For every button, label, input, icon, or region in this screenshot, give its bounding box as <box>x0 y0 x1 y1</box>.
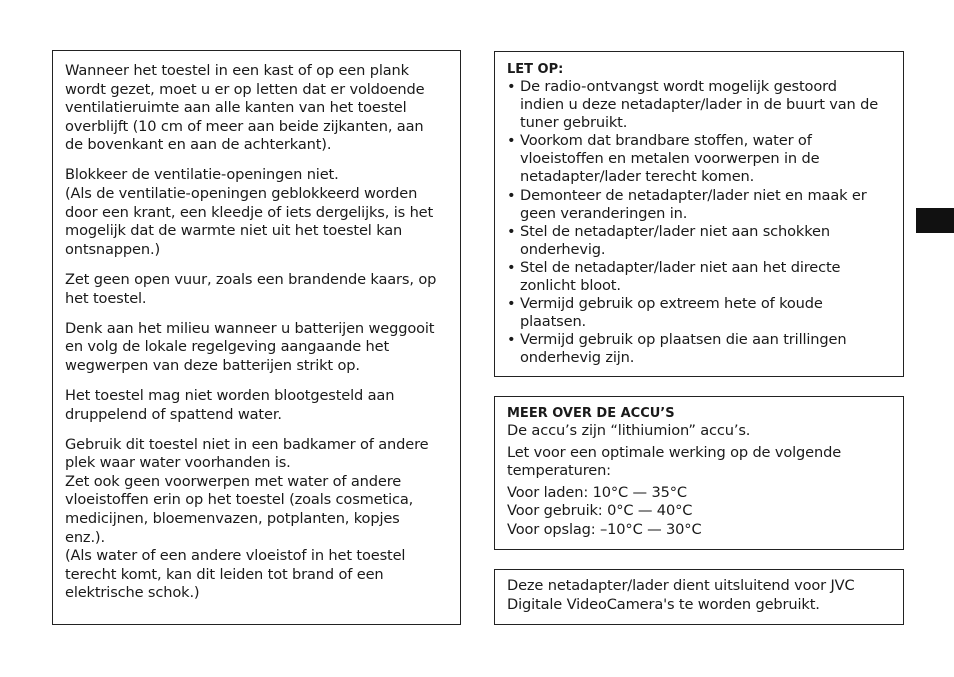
caution-list <box>507 78 891 368</box>
caution-list-item <box>507 331 891 367</box>
battery-intro: De accu’s zijn “lithiumion” accu’s. <box>507 422 751 439</box>
caution-item-line: Voorkom dat brandbare stoffen, water of <box>520 132 812 150</box>
battery-info-box <box>494 396 904 550</box>
temperature-intro-line-1: Let voor een optimale werking op de volgende <box>507 443 842 461</box>
caution-heading: LET OP: <box>507 62 564 77</box>
caution-item-line: Vermijd gebruik op extreem hete of koude <box>520 295 823 313</box>
paragraph-line: Het toestel mag niet worden blootgesteld aan <box>65 386 395 404</box>
storage-temperature: Voor opslag: –10°C — 30°C <box>507 520 702 538</box>
paragraph-line: ontsnappen.) <box>65 240 160 258</box>
caution-item-line: plaatsen. <box>520 313 587 331</box>
notice-line-2: Digitale VideoCamera's te worden gebruikt. <box>507 595 820 613</box>
paragraph-line: vloeistoffen erin op het toestel (zoals cosmetica, <box>65 491 414 509</box>
safety-paragraph <box>65 62 448 155</box>
paragraph-line: (Als water of een andere vloeistof in het toestel <box>65 547 406 565</box>
paragraph-line: de bovenkant en aan de achterkant). <box>65 136 332 154</box>
paragraph-line: overblijft (10 cm of meer aan beide zijkanten, aan <box>65 117 424 135</box>
paragraph-line: ventilatieruimte aan alle kanten van het toestel <box>65 99 407 117</box>
safety-paragraph <box>65 166 448 259</box>
caution-item-line: onderhevig. <box>520 240 606 258</box>
bullet-icon: • <box>507 132 516 150</box>
paragraph-line: plek waar water voorhanden is. <box>65 454 291 472</box>
paragraph-line: terecht komt, kan dit leiden tot brand of een <box>65 565 384 583</box>
usage-temperature: Voor gebruik: 0°C — 40°C <box>507 502 693 519</box>
caution-item-line: Demonteer de netadapter/lader niet en maak er <box>520 186 867 204</box>
caution-item-line: Stel de netadapter/lader niet aan schokken <box>520 222 830 240</box>
bullet-icon: • <box>507 78 516 95</box>
battery-heading: MEER OVER DE ACCU’S <box>507 406 675 421</box>
caution-item-line: De radio-ontvangst wordt mogelijk gestoord <box>520 78 837 95</box>
caution-item-line: indien u deze netadapter/lader in de buurt van de <box>520 96 879 114</box>
chapter-tab-marker <box>916 208 954 233</box>
bullet-icon: • <box>507 186 516 204</box>
paragraph-line: mogelijk dat de warmte niet uit het toestel kan <box>65 222 403 240</box>
bullet-icon: • <box>507 258 516 276</box>
notice-line-1: Deze netadapter/lader dient uitsluitend voor JVC <box>507 577 855 594</box>
paragraph-line: Gebruik dit toestel niet in een badkamer of andere <box>65 435 429 453</box>
safety-paragraph <box>65 320 448 376</box>
safety-instructions-box <box>52 50 461 625</box>
caution-item-line: vloeistoffen en metalen voorwerpen in de <box>520 150 820 168</box>
paragraph-line: het toestel. <box>65 289 147 307</box>
charging-temperature: Voor laden: 10°C — 35°C <box>507 483 687 501</box>
caution-item-line: Stel de netadapter/lader niet aan het directe <box>520 258 841 276</box>
caution-item-line: zonlicht bloot. <box>520 277 621 295</box>
caution-list-item <box>507 223 891 259</box>
caution-list-item <box>507 259 891 295</box>
paragraph-line: Zet geen open vuur, zoals een brandende kaars, op <box>65 270 437 288</box>
caution-list-item <box>507 78 891 132</box>
bullet-icon: • <box>507 295 516 313</box>
safety-paragraph <box>65 436 448 603</box>
paragraph-line: Zet ook geen voorwerpen met water of andere <box>65 472 402 490</box>
paragraph-line: Wanneer het toestel in een kast of op een plank <box>65 62 409 79</box>
safety-paragraph <box>65 387 448 424</box>
caution-item-line: tuner gebruikt. <box>520 114 628 132</box>
paragraph-line: Blokkeer de ventilatie-openingen niet. <box>65 166 339 184</box>
paragraph-line: door een krant, een kleedje of iets dergelijks, is het <box>65 203 434 221</box>
paragraph-line: druppelend of spattend water. <box>65 405 282 423</box>
caution-item-line: netadapter/lader terecht komen. <box>520 168 755 186</box>
caution-item-line: geen veranderingen in. <box>520 204 688 222</box>
safety-paragraph <box>65 271 448 308</box>
caution-box <box>494 51 904 377</box>
paragraph-line: Denk aan het milieu wanneer u batterijen weggooit <box>65 319 435 337</box>
temperature-intro-line-2: temperaturen: <box>507 462 611 479</box>
paragraph-line: enz.). <box>65 528 105 546</box>
paragraph-line: (Als de ventilatie-openingen geblokkeerd worden <box>65 185 418 203</box>
paragraph-line: elektrische schok.) <box>65 584 200 602</box>
caution-list-item <box>507 295 891 331</box>
caution-item-line: Vermijd gebruik op plaatsen die aan trillingen <box>520 331 847 349</box>
paragraph-line: wegwerpen van deze batterijen strikt op. <box>65 356 360 374</box>
paragraph-line: wordt gezet, moet u er op letten dat er voldoende <box>65 80 425 98</box>
caution-list-item <box>507 132 891 186</box>
paragraph-line: medicijnen, bloemenvazen, potplanten, kopjes <box>65 509 400 527</box>
caution-item-line: onderhevig zijn. <box>520 349 635 367</box>
usage-notice-box <box>494 569 904 625</box>
bullet-icon: • <box>507 331 516 349</box>
caution-list-item <box>507 187 891 223</box>
bullet-icon: • <box>507 222 516 240</box>
paragraph-line: en volg de lokale regelgeving aangaande het <box>65 338 390 356</box>
